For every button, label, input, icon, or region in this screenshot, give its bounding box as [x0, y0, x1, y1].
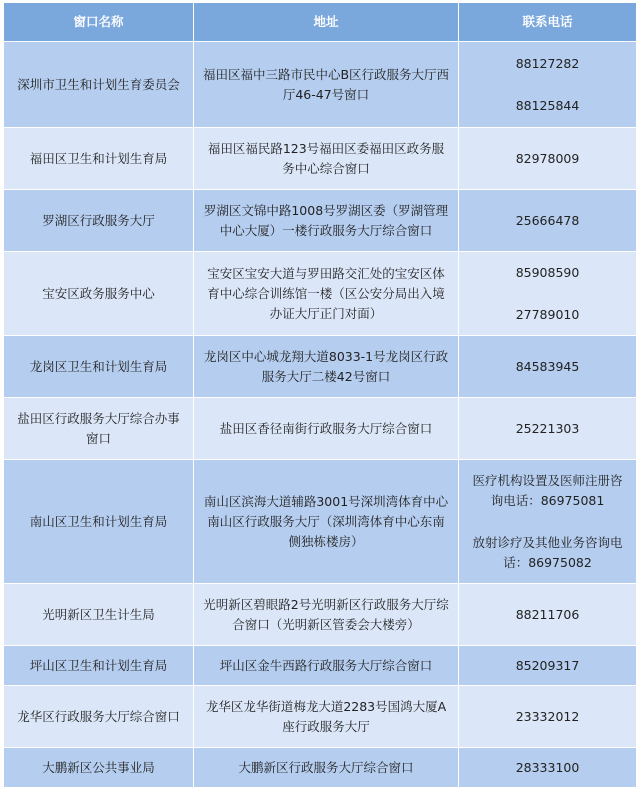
- table-row: [4, 460, 637, 584]
- window-name-cell: 盐田区行政服务大厅综合办事窗口: [4, 398, 194, 460]
- address-cell: 龙岗区中心城龙翔大道8033-1号龙岗区行政服务大厅二楼42号窗口: [194, 336, 459, 398]
- window-name-cell: 坪山区卫生和计划生育局: [4, 646, 194, 686]
- phone-number: 23332012: [515, 708, 580, 724]
- phone-number: 25221303: [515, 420, 580, 436]
- phone-number: 85908590: [515, 264, 580, 280]
- phone-cell: [459, 190, 637, 252]
- window-name-cell: 龙华区行政服务大厅综合窗口: [4, 686, 194, 748]
- phone-number: 放射诊疗及其他业务咨询电话：86975082: [472, 534, 623, 570]
- table-header-row: [4, 3, 637, 42]
- address-cell: 大鹏新区行政服务大厅综合窗口: [194, 748, 459, 788]
- phone-cell: [459, 646, 637, 686]
- address-cell: 南山区滨海大道辅路3001号深圳湾体育中心南山区行政服务大厅（深圳湾体育中心东南侧独栋楼房）: [194, 460, 459, 584]
- table-row: [4, 42, 637, 128]
- phone-number: 28333100: [515, 759, 580, 775]
- phone-number: 88125844: [515, 97, 580, 113]
- table-row: [4, 252, 637, 336]
- window-name-cell: 罗湖区行政服务大厅: [4, 190, 194, 252]
- table-row: [4, 748, 637, 788]
- table-row: [4, 646, 637, 686]
- phone-number: 医疗机构设置及医师注册咨询电话：86975081: [472, 472, 623, 508]
- header-phone: 联系电话: [459, 3, 637, 42]
- phone-cell: [459, 42, 637, 128]
- address-cell: 盐田区香径南街行政服务大厅综合窗口: [194, 398, 459, 460]
- table-row: [4, 128, 637, 190]
- table-row: [4, 686, 637, 748]
- window-name-cell: 福田区卫生和计划生育局: [4, 128, 194, 190]
- address-cell: 光明新区碧眼路2号光明新区行政服务大厅综合窗口（光明新区管委会大楼旁）: [194, 584, 459, 646]
- window-name-cell: 深圳市卫生和计划生育委员会: [4, 42, 194, 128]
- window-name-cell: 宝安区政务服务中心: [4, 252, 194, 336]
- phone-cell: [459, 398, 637, 460]
- phone-number: 82978009: [515, 150, 580, 166]
- header-address: 地址: [194, 3, 459, 42]
- phone-cell: [459, 252, 637, 336]
- phone-cell: [459, 584, 637, 646]
- phone-number: 85209317: [515, 657, 580, 673]
- service-window-table-container: [3, 2, 636, 788]
- phone-number: 88127282: [515, 55, 580, 71]
- table-row: [4, 190, 637, 252]
- phone-cell: [459, 748, 637, 788]
- phone-number: 25666478: [515, 212, 580, 228]
- header-window-name: 窗口名称: [4, 3, 194, 42]
- service-window-table: [3, 2, 637, 788]
- address-cell: 罗湖区文锦中路1008号罗湖区委（罗湖管理中心大厦）一楼行政服务大厅综合窗口: [194, 190, 459, 252]
- window-name-cell: 龙岗区卫生和计划生育局: [4, 336, 194, 398]
- address-cell: 龙华区龙华街道梅龙大道2283号国鸿大厦A座行政服务大厅: [194, 686, 459, 748]
- phone-cell: [459, 460, 637, 584]
- phone-number: 27789010: [515, 306, 580, 322]
- window-name-cell: 光明新区卫生计生局: [4, 584, 194, 646]
- address-cell: 福田区福中三路市民中心B区行政服务大厅西厅46-47号窗口: [194, 42, 459, 128]
- table-row: [4, 398, 637, 460]
- phone-number: 84583945: [515, 358, 580, 374]
- address-cell: 宝安区宝安大道与罗田路交汇处的宝安区体育中心综合训练馆一楼（区公安分局出入境办证大厅正门对面）: [194, 252, 459, 336]
- window-name-cell: 大鹏新区公共事业局: [4, 748, 194, 788]
- table-row: [4, 584, 637, 646]
- phone-number: 88211706: [515, 606, 580, 622]
- phone-cell: [459, 128, 637, 190]
- phone-cell: [459, 336, 637, 398]
- address-cell: 福田区福民路123号福田区委福田区政务服务中心综合窗口: [194, 128, 459, 190]
- table-row: [4, 336, 637, 398]
- phone-cell: [459, 686, 637, 748]
- address-cell: 坪山区金牛西路行政服务大厅综合窗口: [194, 646, 459, 686]
- window-name-cell: 南山区卫生和计划生育局: [4, 460, 194, 584]
